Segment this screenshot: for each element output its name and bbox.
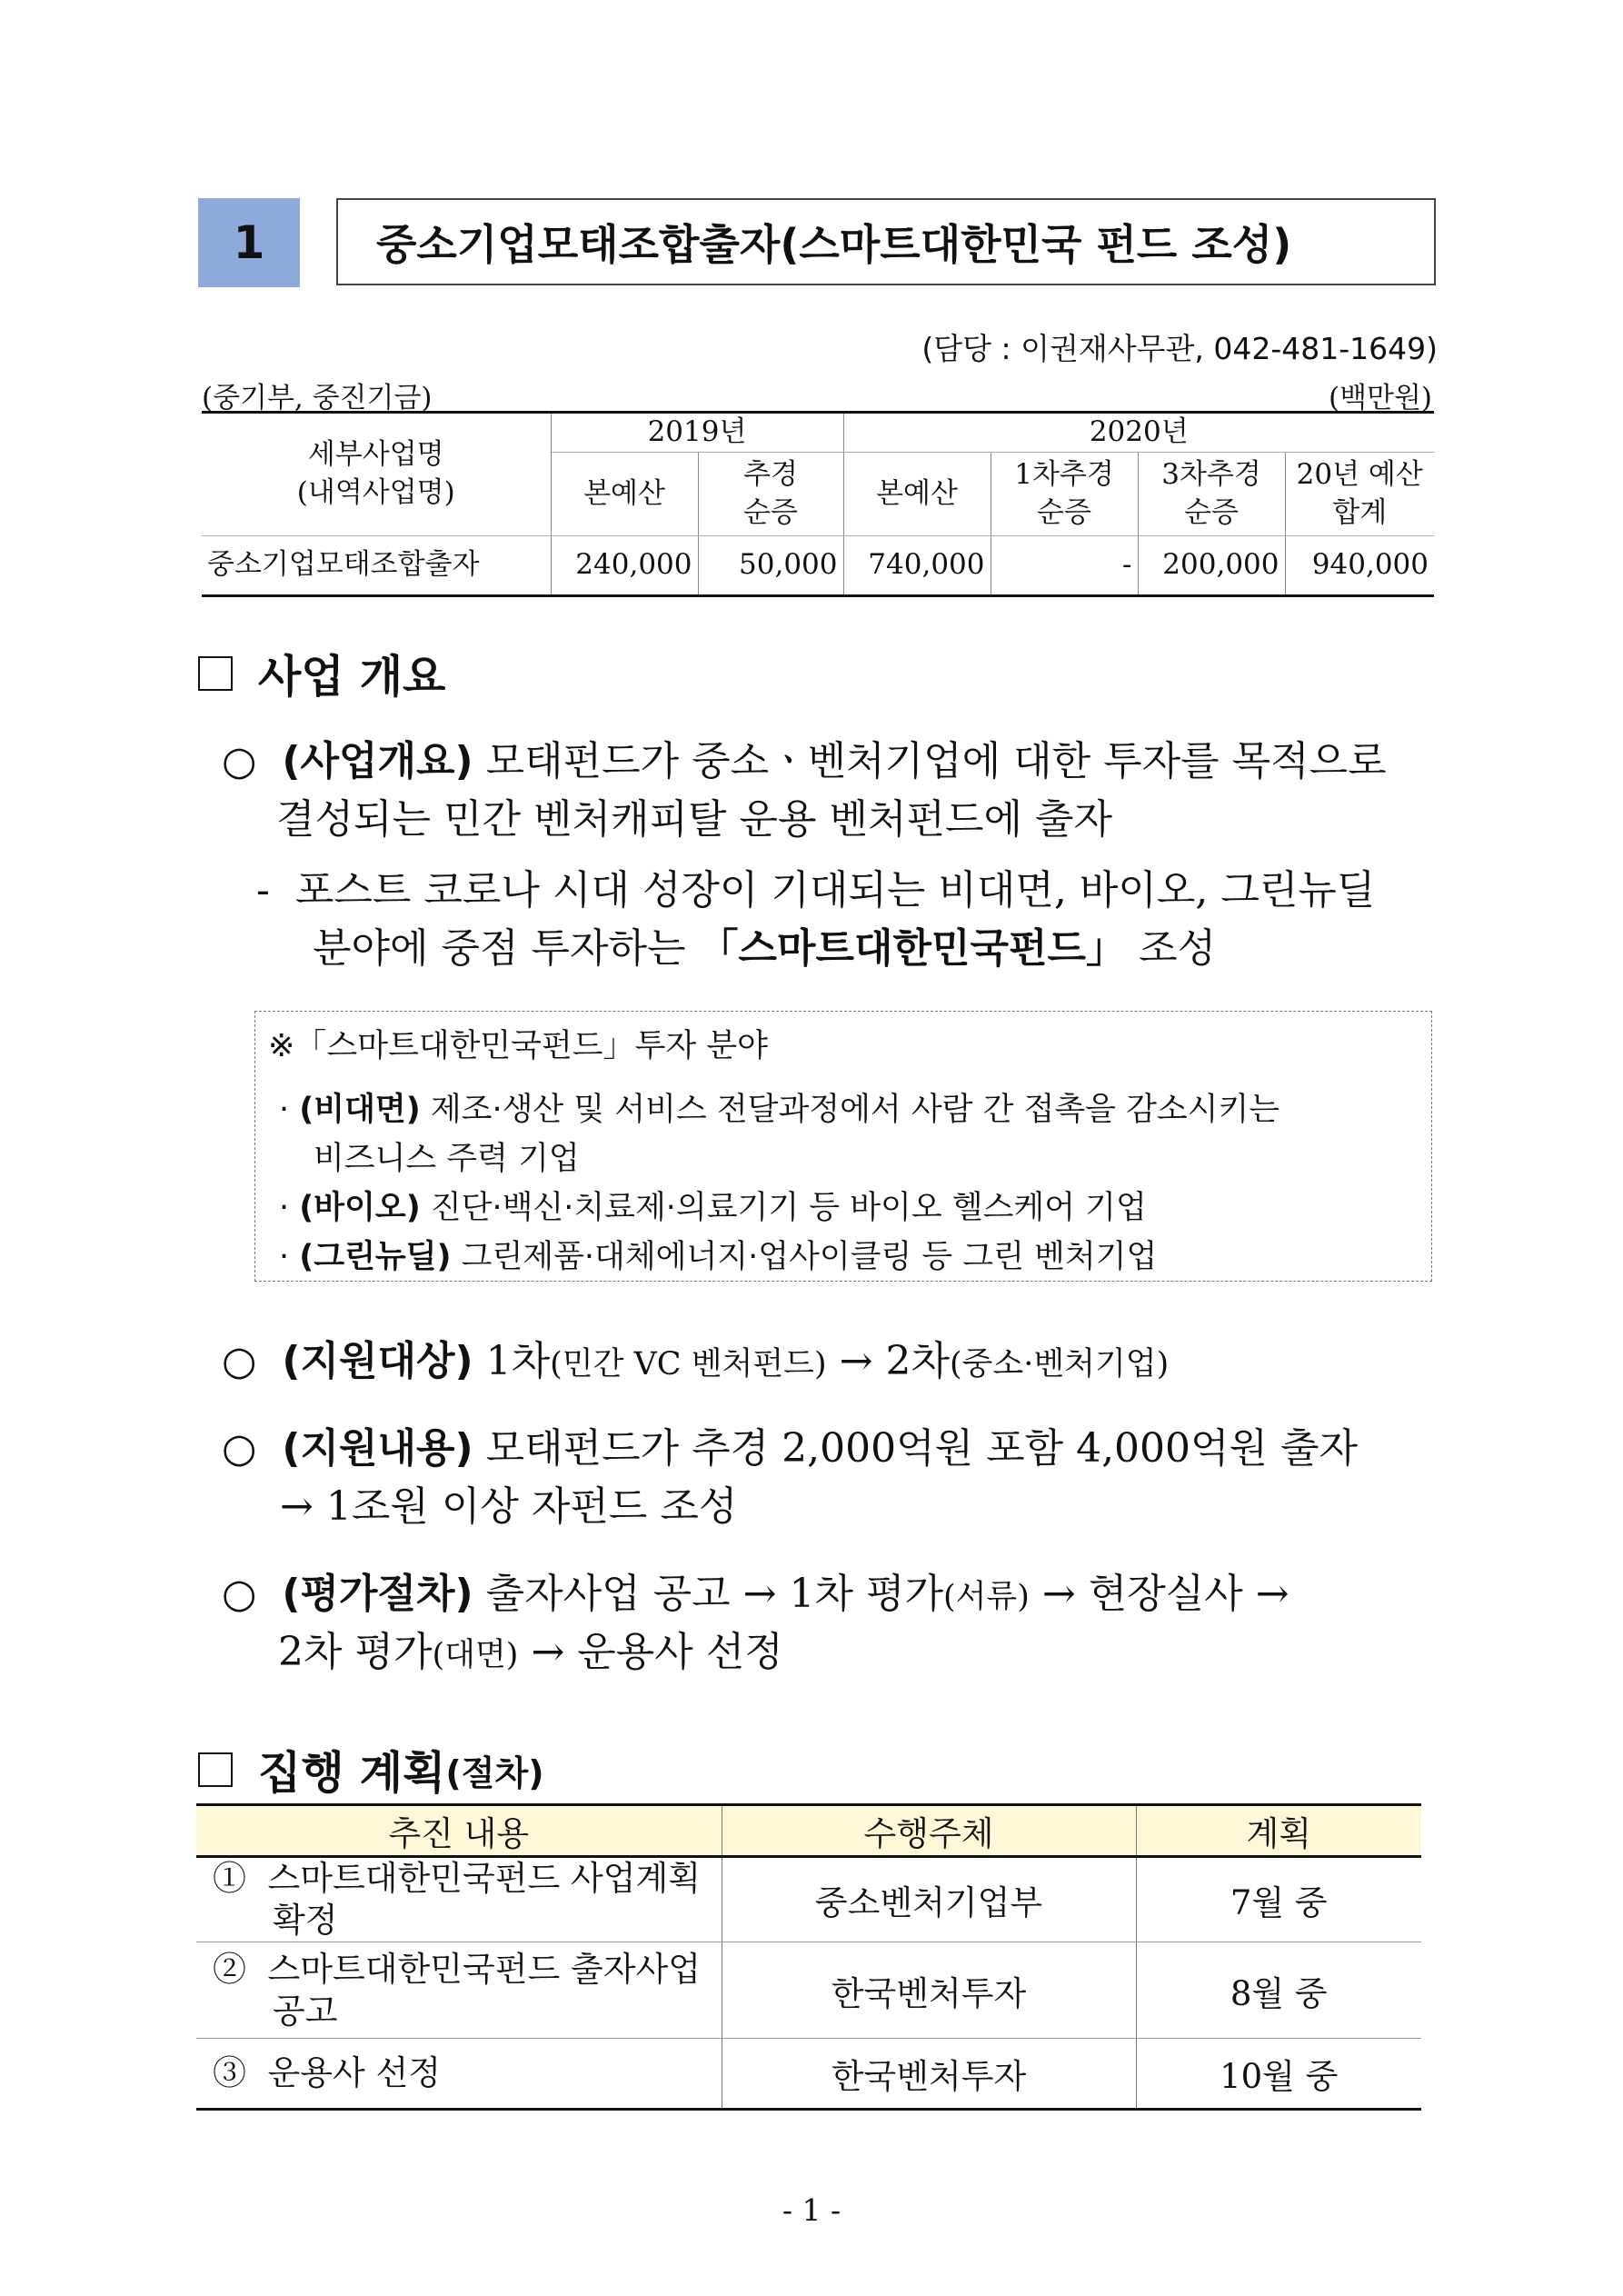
header-2020: 2020년: [843, 413, 1434, 453]
cell-plan: 8월 중: [1136, 1942, 1421, 2039]
support-content-line-2: → 1조원 이상 자펀드 조성: [280, 1483, 738, 1530]
cell-value: -: [991, 536, 1138, 596]
note-box: [254, 1011, 1432, 1282]
header-2020-total: 20년 예산 합계: [1285, 453, 1434, 536]
checkbox-square-icon: [198, 1752, 233, 1787]
cell-business-name: 중소기업모태조합출자: [202, 536, 551, 596]
cell-value: 940,000: [1285, 536, 1434, 596]
cell-value: 240,000: [551, 536, 698, 596]
cell-value: 200,000: [1138, 536, 1285, 596]
cell-content: ② 스마트대한민국펀드 출자사업 공고: [196, 1942, 722, 2039]
cell-content: ① 스마트대한민국펀드 사업계획 확정: [196, 1857, 722, 1942]
overview-sub-line-2: 분야에 중점 투자하는 「스마트대한민국펀드」 조성: [313, 925, 1217, 972]
cell-value: 50,000: [698, 536, 843, 596]
header-supplementary-2019: 추경 순증: [698, 453, 843, 536]
page-title: 중소기업모태조합출자(스마트대한민국 펀드 조성): [336, 198, 1436, 285]
note-item-contactless: · (비대면) 제조·생산 및 서비스 전달과정에서 사람 간 접촉을 감소시키는: [279, 1092, 1280, 1128]
note-item-bio: · (바이오) 진단·백신·치료제·의료기기 등 바이오 헬스케어 기업: [279, 1190, 1147, 1226]
header-2019: 2019년: [551, 413, 843, 453]
header-first-supplementary: 1차추경 순증: [991, 453, 1138, 536]
header-main-budget-2020: 본예산: [843, 453, 991, 536]
section-heading-overview: 사업 개요: [198, 642, 445, 705]
cell-agent: 한국벤처투자: [722, 1942, 1136, 2039]
overview-sub-line-1: - 포스트 코로나 시대 성장이 기대되는 비대면, 바이오, 그린뉴딜: [256, 867, 1376, 913]
evaluation-line-1: ○ (평가절차) 출자사업 공고 → 1차 평가(서류) → 현장실사 →: [222, 1571, 1289, 1617]
evaluation-line-2: 2차 평가(대면) → 운용사 선정: [278, 1629, 783, 1675]
support-content-line-1: ○ (지원내용) 모태펀드가 추경 2,000억원 포함 4,000억원 출자: [222, 1425, 1359, 1472]
budget-table: [202, 411, 1434, 597]
header-agent: 수행주체: [722, 1805, 1136, 1857]
contact-info: (담당 : 이권재사무관, 042-481-1649): [921, 331, 1438, 366]
header-plan: 계획: [1136, 1805, 1421, 1857]
unit-label: (백만원): [1328, 382, 1432, 414]
support-target: ○ (지원대상) 1차(민간 VC 벤처펀드) → 2차(중소·벤처기업): [222, 1338, 1170, 1384]
table-row: [196, 1942, 1421, 2039]
header-business-name: 세부사업명 (내역사업명): [202, 413, 551, 536]
note-item-green: · (그린뉴딜) 그린제품·대체에너지·업사이클링 등 그린 벤처기업: [279, 1239, 1158, 1275]
organization-label: (중기부, 중진기금): [202, 382, 433, 414]
page-number: - 1 -: [782, 2192, 841, 2228]
header-content: 추진 내용: [196, 1805, 722, 1857]
cell-plan: 7월 중: [1136, 1857, 1421, 1942]
section-heading-execution-plan: 집행 계획 (절차): [198, 1738, 544, 1802]
cell-agent: 중소벤처기업부: [722, 1857, 1136, 1942]
cell-agent: 한국벤처투자: [722, 2039, 1136, 2110]
schedule-table: [196, 1803, 1421, 2111]
cell-plan: 10월 중: [1136, 2039, 1421, 2110]
note-title: ※「스마트대한민국펀드」투자 분야: [268, 1028, 768, 1064]
header-main-budget-2019: 본예산: [551, 453, 698, 536]
overview-line-1: ○ (사업개요) 모태펀드가 중소ㆍ벤처기업에 대한 투자를 목적으로: [222, 738, 1387, 784]
table-row: [202, 536, 1434, 596]
table-row: [196, 1857, 1421, 1942]
header-third-supplementary: 3차추경 순증: [1138, 453, 1285, 536]
section-number-badge: 1: [198, 198, 300, 287]
overview-line-2: 결성되는 민간 벤처캐피탈 운용 벤처펀드에 출자: [276, 796, 1113, 843]
note-item-contactless-cont: 비즈니스 주력 기업: [314, 1141, 580, 1177]
checkbox-square-icon: [198, 656, 233, 691]
table-row: [196, 2039, 1421, 2110]
cell-content: ③ 운용사 선정: [196, 2039, 722, 2110]
cell-value: 740,000: [843, 536, 991, 596]
